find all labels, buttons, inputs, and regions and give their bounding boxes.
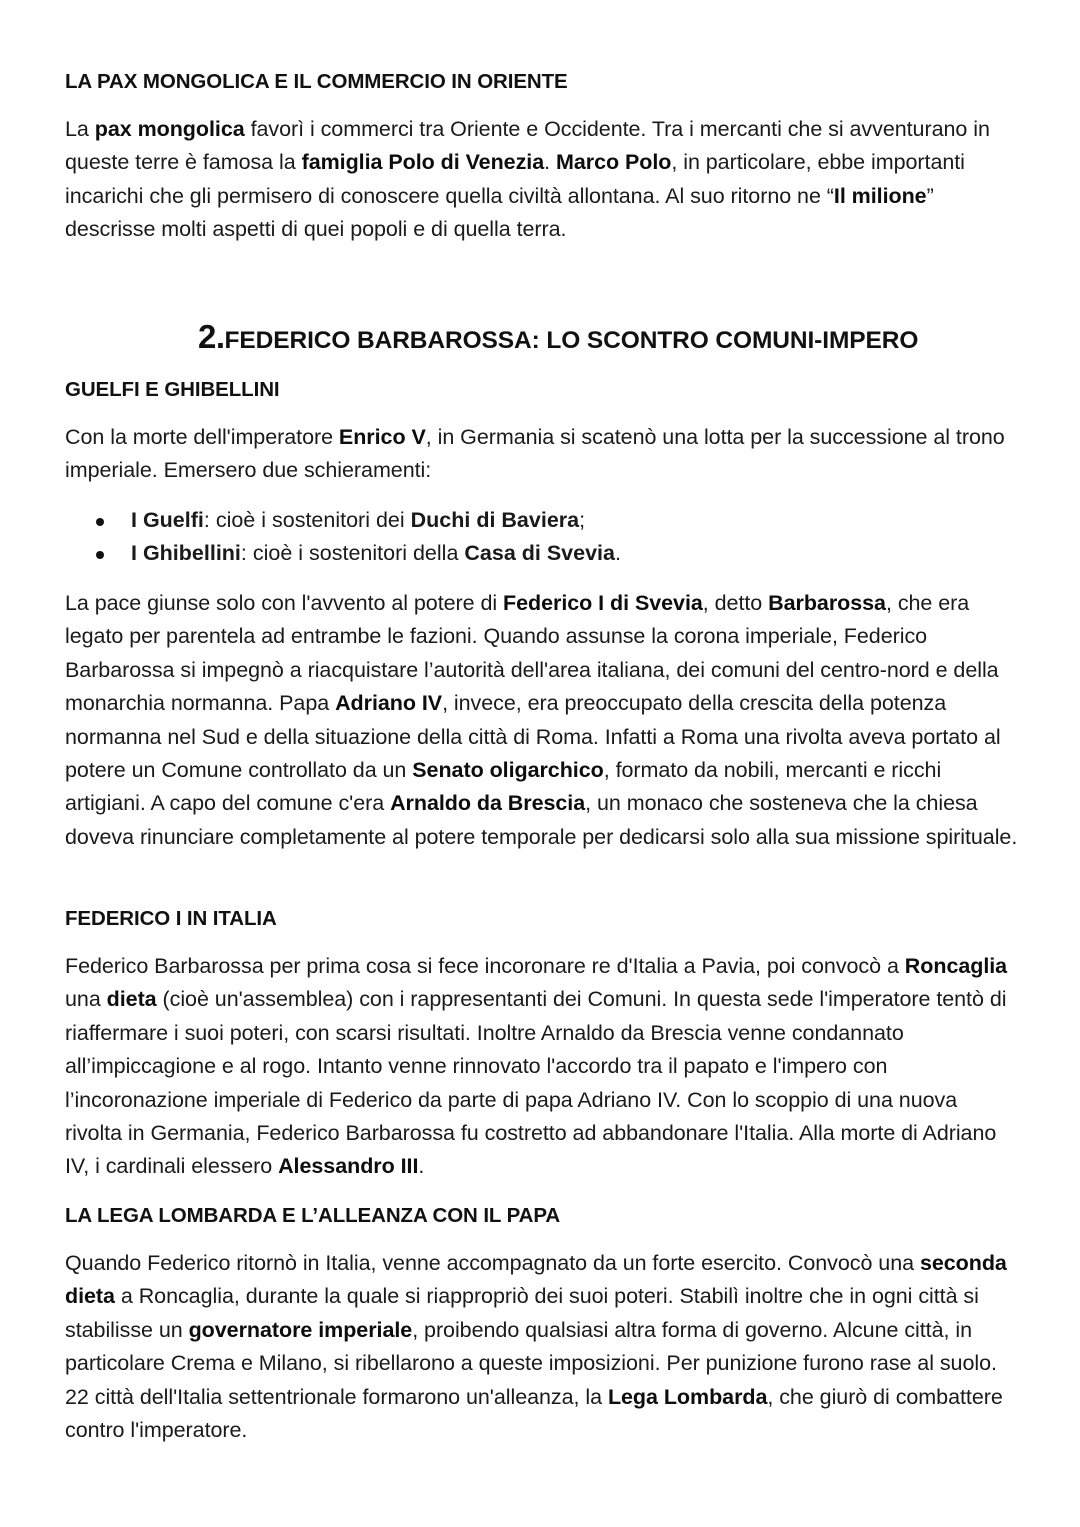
paragraph-pax-mongolica xyxy=(65,113,1020,247)
bold-text: Adriano IV xyxy=(335,691,443,716)
text-run: ” descrisse molti aspetti di quei popoli e di quella terra. xyxy=(65,183,934,242)
text-run: favorì i commerci tra Oriente e Occidente. Tra i mercanti che si avventurano in queste terre è famosa la xyxy=(65,117,990,175)
text-run: una xyxy=(65,987,107,1012)
bold-text: Casa di Svevia xyxy=(464,541,615,566)
bullet-dot xyxy=(96,518,104,526)
bold-text: Federico I di Svevia xyxy=(503,591,703,615)
text-run: , in particolare, ebbe importanti incarichi che gli permisero di conoscere quella civiltà allontana. Al suo ritorno ne “ xyxy=(65,150,965,208)
bold-text: Lega Lombarda xyxy=(607,1384,768,1409)
bullet-list-factions xyxy=(96,504,621,571)
section-heading-pax-mongolica: LA PAX MONGOLICA E IL COMMERCIO IN ORIENTE xyxy=(65,70,568,93)
section-heading-lega: LA LEGA LOMBARDA E L’ALLEANZA CON IL PAPA xyxy=(65,1204,561,1227)
bold-text: I Guelfi xyxy=(131,508,204,532)
text-run: : cioè i sostenitori della xyxy=(240,541,465,566)
text-run: , in Germania si scatenò una lotta per la successione al trono imperiale. Emersero due schieramenti: xyxy=(65,425,1005,483)
bold-text: dieta xyxy=(106,987,157,1012)
bullet-item-guelfi xyxy=(96,504,621,537)
bullet-text xyxy=(131,508,585,532)
text-run: . xyxy=(418,1154,425,1179)
bold-text: Arnaldo da Brescia xyxy=(390,791,586,816)
text-run: , detto xyxy=(702,591,769,615)
text-run: ; xyxy=(579,508,586,532)
paragraph-guelfi-body xyxy=(65,587,1020,854)
bold-text: Roncaglia xyxy=(904,954,1008,978)
section-heading-federico: FEDERICO I IN ITALIA xyxy=(65,907,277,930)
bullet-dot xyxy=(96,551,104,559)
text-run: : cioè i sostenitori dei xyxy=(203,508,411,532)
text-run: , un monaco che sosteneva che la chiesa doveva rinunciare completamente al potere temporale per dedicarsi solo alla sua missione spirituale. xyxy=(65,791,1018,849)
bold-text: Marco Polo xyxy=(555,150,672,175)
section-heading-guelfi: GUELFI E GHIBELLINI xyxy=(65,378,280,401)
bold-text: I Ghibellini xyxy=(131,541,241,566)
bold-text: Alessandro III xyxy=(278,1154,419,1179)
text-run: a Roncaglia, durante la quale si riappropriò dei suoi poteri. Stabilì inoltre che in ogni città si stabilisse un xyxy=(65,1284,979,1342)
text-run: Federico Barbarossa per prima cosa si fece incoronare re d'Italia a Pavia, poi convocò a xyxy=(65,954,905,978)
bold-text: Barbarossa xyxy=(768,591,886,615)
text-run: , che era legato per parentela ad entrambe le fazioni. Quando assunse la corona imperiale, Federico Barbarossa si impegnò a riacquistare l’autorità dell'area italiana, dei comuni del centro-nord e della monarchia normanna. Papa xyxy=(65,591,999,716)
bold-text: famiglia Polo di Venezia xyxy=(301,150,545,175)
text-run: , proibendo qualsiasi altra forma di governo. Alcune città, in particolare Crema e Milano, si ribellarono a queste imposizioni. Per punizione furono rase al suolo. 22 città dell'Italia settentrionale formarono un'alleanza, la xyxy=(65,1317,997,1409)
chapter-title xyxy=(198,318,918,356)
bold-text: Senato oligarchico xyxy=(412,758,604,783)
text-run: (cioè un'assemblea) con i rappresentanti dei Comuni. In questa sede l'imperatore tentò di riaffermare i suoi poteri, con scarsi risultati. Inoltre Arnaldo da Brescia venne condannato all’impiccagione e al rogo. Intanto venne rinnovato l'accordo tra il papato e l'impero con l’incoronazione imperiale di Federico da parte di papa Adriano IV. Con lo scoppio di una nuova rivolta in Germania, Federico Barbarossa fu costretto ad abbandonare l'Italia. Alla morte di Adriano IV, i cardinali elessero xyxy=(65,987,1007,1179)
text-run: , invece, era preoccupato della crescita della potenza normanna nel Sud e della situazione della città di Roma. Infatti a Roma una rivolta aveva portato al potere un Comune controllato da un xyxy=(65,691,1001,783)
bold-text: Enrico V xyxy=(338,425,426,449)
text-run: La xyxy=(65,117,95,141)
chapter-number: 2. xyxy=(198,318,225,355)
bold-text: governatore imperiale xyxy=(188,1317,413,1342)
paragraph-federico xyxy=(65,950,1020,1184)
text-run: . xyxy=(544,150,556,175)
text-run: La pace giunse solo con l'avvento al potere di xyxy=(65,591,504,615)
chapter-title-text: FEDERICO BARBAROSSA: LO SCONTRO COMUNI-IMPERO xyxy=(224,327,919,354)
text-run: Con la morte dell'imperatore xyxy=(65,425,339,449)
paragraph-guelfi-intro xyxy=(65,421,1020,488)
paragraph-lega xyxy=(65,1247,1020,1447)
bold-text: seconda dieta xyxy=(65,1251,1007,1309)
bold-text: Il milione xyxy=(833,183,927,208)
bullet-item-ghibellini xyxy=(96,537,621,570)
bullet-text xyxy=(131,541,621,565)
bold-text: Duchi di Baviera xyxy=(410,508,580,532)
text-run: Quando Federico ritornò in Italia, venne accompagnato da un forte esercito. Convocò una xyxy=(65,1251,920,1275)
text-run: , che giurò di combattere contro l'imperatore. xyxy=(65,1384,1003,1443)
text-run: , formato da nobili, mercanti e ricchi artigiani. A capo del comune c'era xyxy=(65,758,942,816)
bold-text: pax mongolica xyxy=(94,117,245,141)
text-run: . xyxy=(615,541,621,566)
